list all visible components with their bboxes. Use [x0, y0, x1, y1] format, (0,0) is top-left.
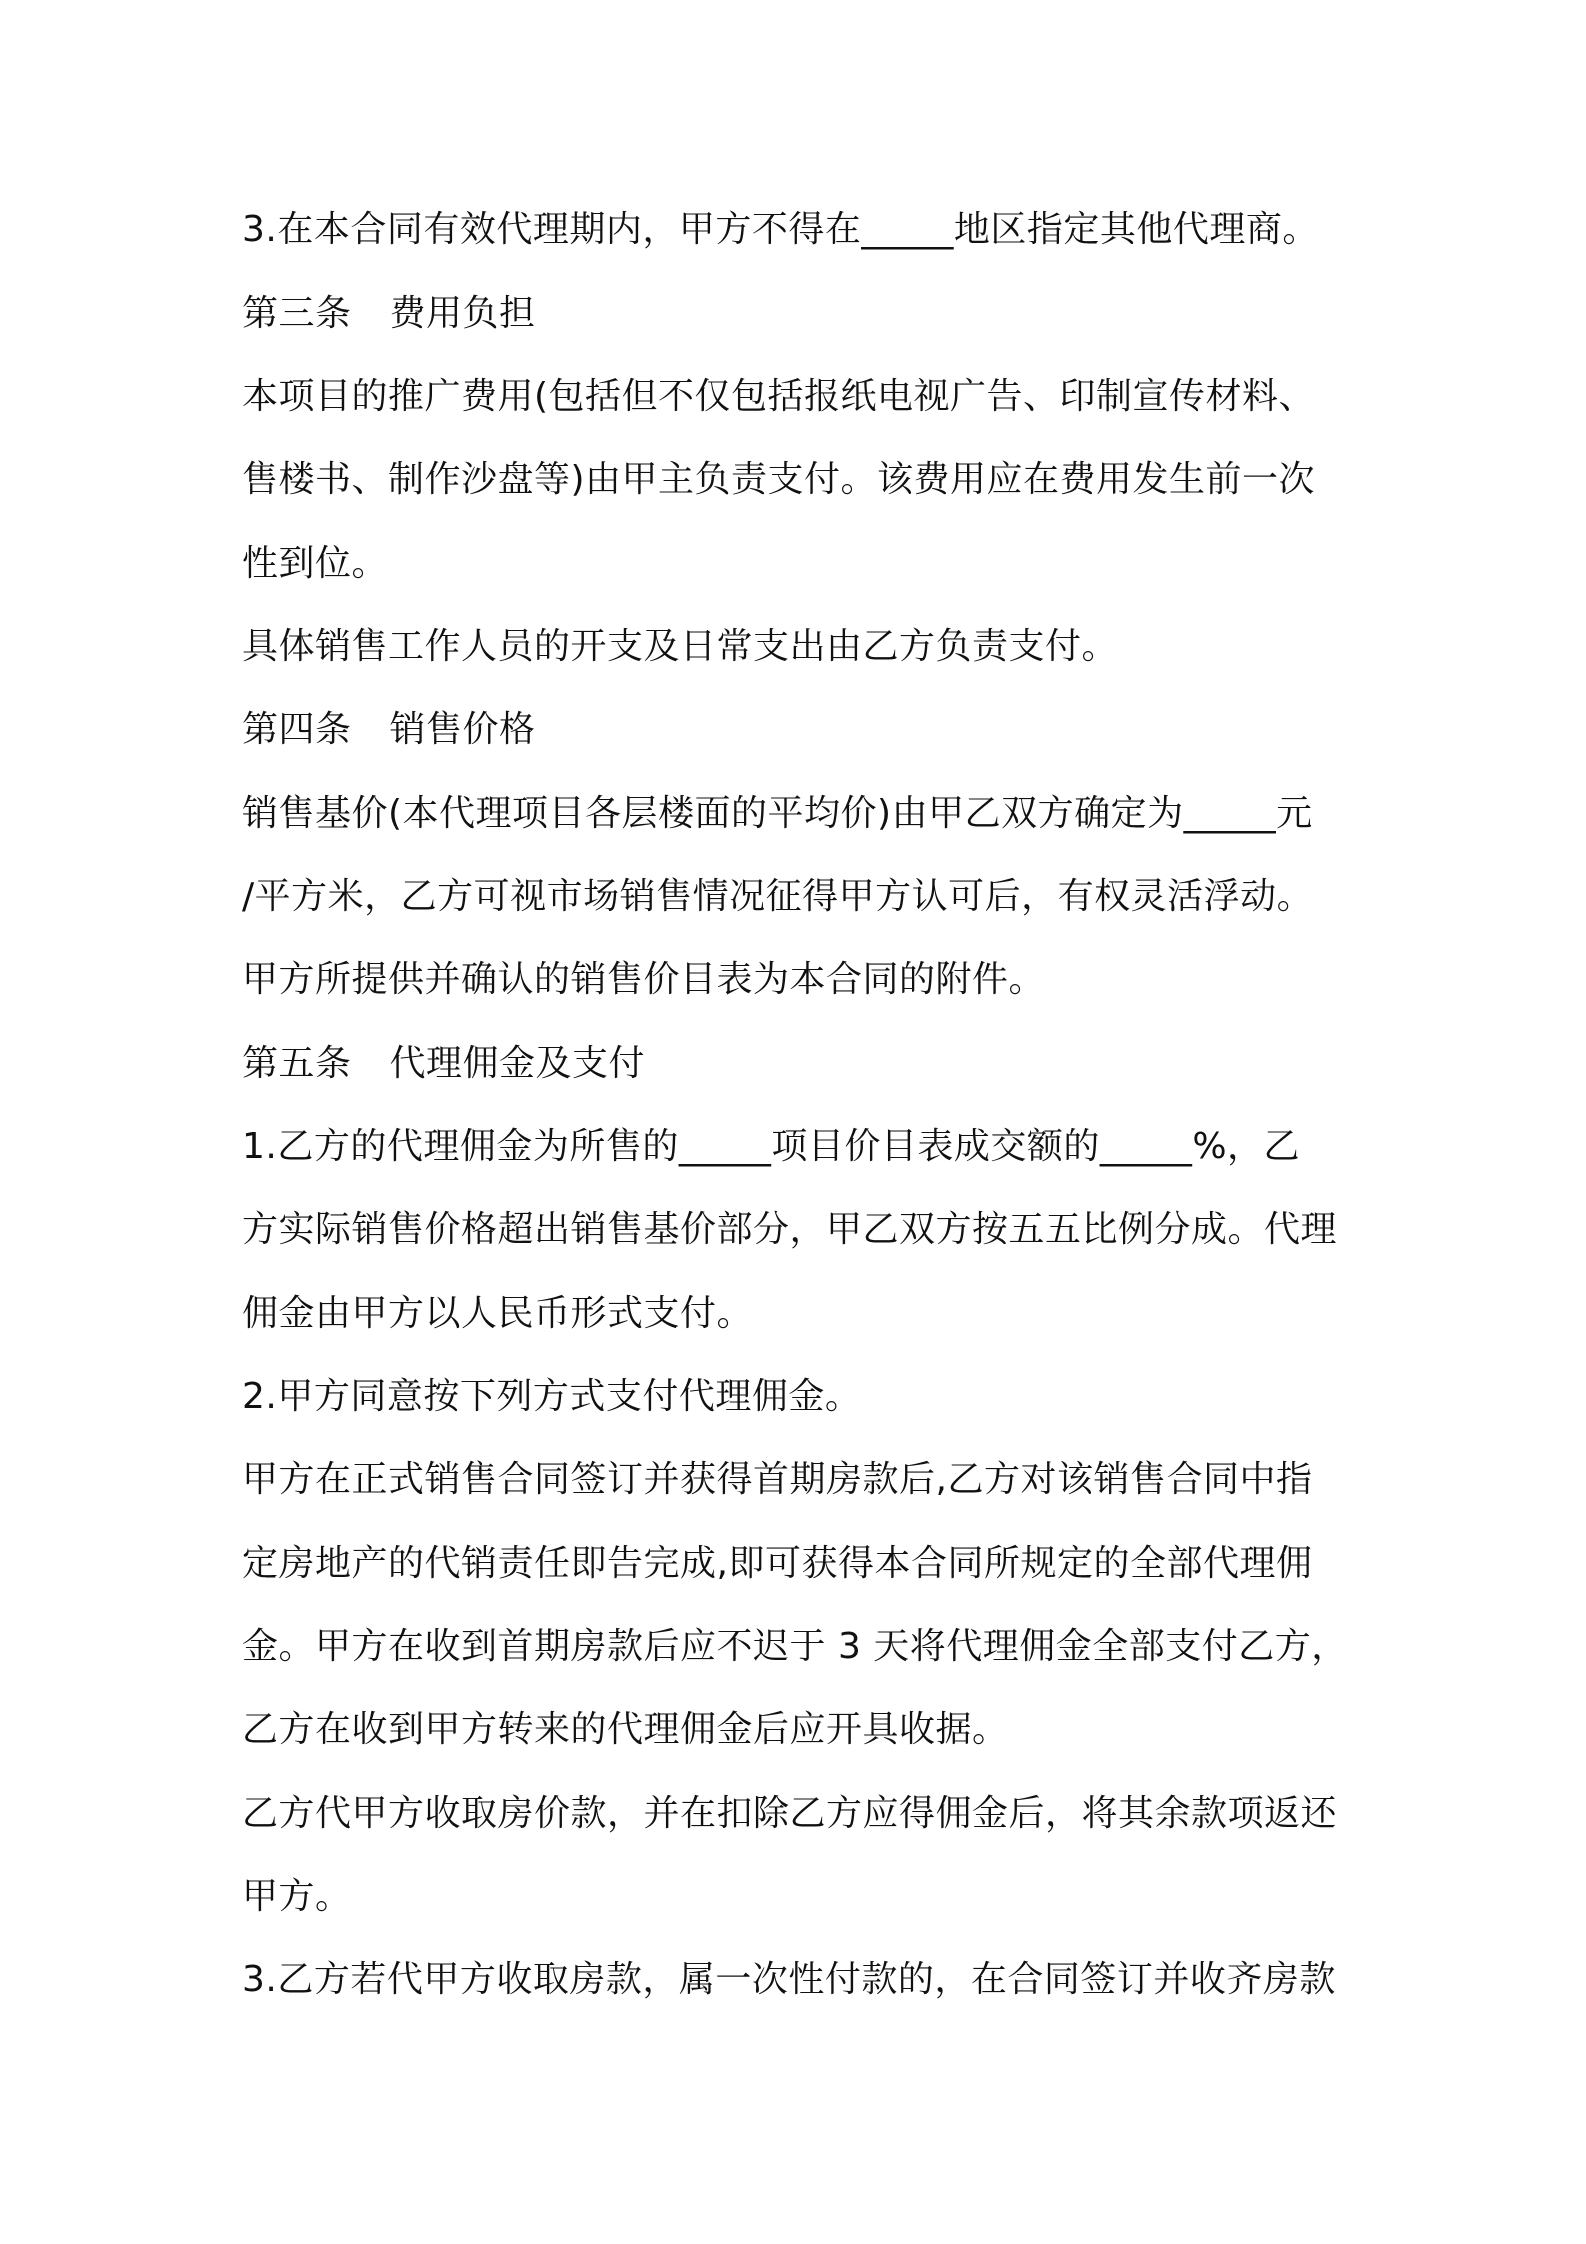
- article-heading-4: [242, 708, 536, 752]
- paragraph-line: 甲方。: [242, 1876, 352, 1917]
- paragraph-line: 具体销售工作人员的开支及日常支出由乙方负责支付。: [242, 626, 1119, 667]
- paragraph-line: 3.在本合同有效代理期内，甲方不得在_____地区指定其他代理商。: [242, 209, 1319, 250]
- paragraph-line: 3.乙方若代甲方收取房款，属一次性付款的，在合同签订并收齐房款: [242, 1959, 1336, 2000]
- article-title: 费用负担: [389, 293, 536, 334]
- article-heading-3: [242, 292, 536, 336]
- paragraph-line: 定房地产的代销责任即告完成,即可获得本合同所规定的全部代理佣: [242, 1543, 1313, 1584]
- paragraph-line: 金。甲方在收到首期房款后应不迟于 3 天将代理佣金全部支付乙方，: [242, 1626, 1348, 1667]
- paragraph-line: 销售基价(本代理项目各层楼面的平均价)由甲乙双方确定为_____元: [242, 793, 1313, 834]
- article-title: 销售价格: [389, 709, 536, 750]
- article-number: 第三条: [242, 293, 352, 334]
- article-heading-5: [242, 1042, 645, 1086]
- paragraph-line: 佣金由甲方以人民币形式支付。: [242, 1293, 754, 1334]
- paragraph-line: 本项目的推广费用(包括但不仅包括报纸电视广告、印制宣传材料、: [242, 376, 1316, 417]
- paragraph-line: 甲方所提供并确认的销售价目表为本合同的附件。: [242, 959, 1046, 1000]
- paragraph-line: 乙方代甲方收取房价款，并在扣除乙方应得佣金后，将其余款项返还: [242, 1793, 1338, 1834]
- paragraph-line: 2.甲方同意按下列方式支付代理佣金。: [242, 1376, 862, 1417]
- paragraph-line: 性到位。: [242, 543, 389, 584]
- paragraph-line: 方实际销售价格超出销售基价部分，甲乙双方按五五比例分成。代理: [242, 1209, 1338, 1250]
- article-number: 第四条: [242, 709, 352, 750]
- paragraph-line: 1.乙方的代理佣金为所售的_____项目价目表成交额的_____%，乙: [242, 1126, 1301, 1167]
- paragraph-line: /平方米，乙方可视市场销售情况征得甲方认可后，有权灵活浮动。: [242, 876, 1314, 917]
- article-title: 代理佣金及支付: [389, 1043, 646, 1084]
- article-number: 第五条: [242, 1043, 352, 1084]
- paragraph-line: 甲方在正式销售合同签订并获得首期房款后,乙方对该销售合同中指: [242, 1459, 1313, 1500]
- paragraph-line: 乙方在收到甲方转来的代理佣金后应开具收据。: [242, 1709, 1009, 1750]
- paragraph-line: 售楼书、制作沙盘等)由甲主负责支付。该费用应在费用发生前一次: [242, 459, 1316, 500]
